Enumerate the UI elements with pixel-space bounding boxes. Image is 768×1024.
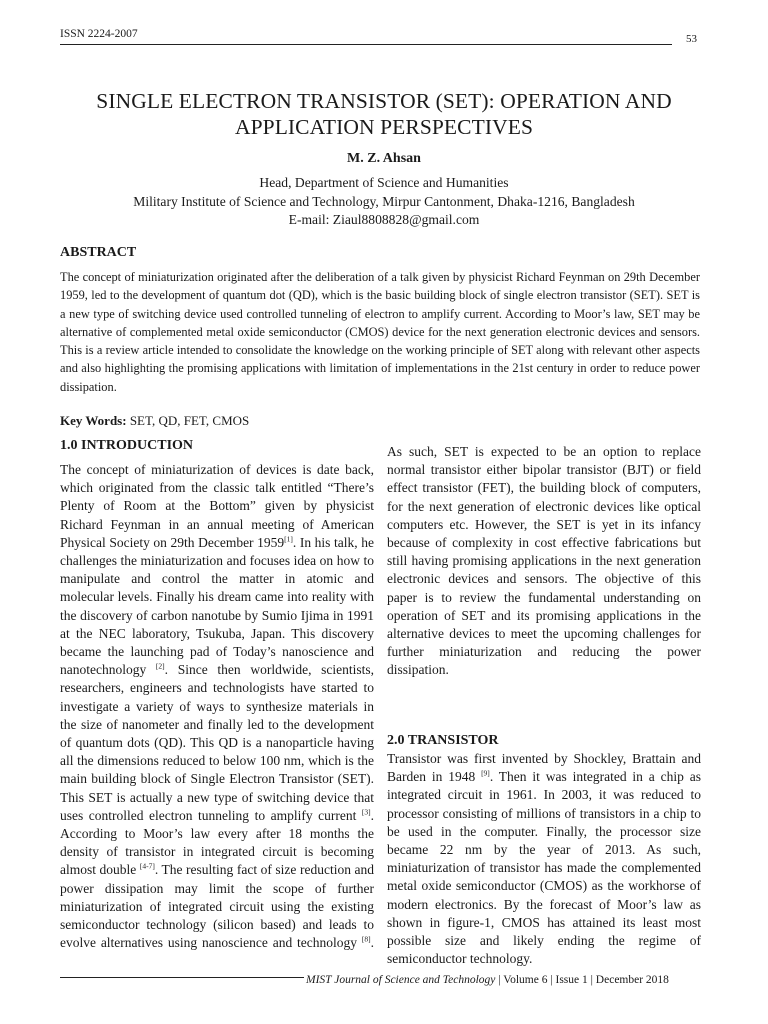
header-rule (60, 44, 672, 45)
keywords-value: SET, QD, FET, CMOS (129, 413, 250, 428)
right-column-continuation (387, 443, 701, 680)
issn-label: ISSN 2224-2007 (60, 28, 138, 40)
author-name: M. Z. Ahsan (347, 151, 421, 166)
title-line-2: APPLICATION PERSPECTIVES (234, 115, 534, 139)
transistor-heading: 2.0 TRANSISTOR (387, 733, 499, 748)
left-column (60, 461, 374, 952)
issue-details: | Volume 6 | Issue 1 | December 2018 (495, 974, 669, 986)
citation-8: [8] (361, 934, 371, 944)
citation-1: [1] (284, 534, 293, 544)
affiliation-email: E-mail: Ziaul8808828@gmail.com (288, 212, 480, 227)
abstract-text: The concept of miniaturization originated after the deliberation of a talk given by physicist Richard Feynman on 29th December 1959, led to the development of quantum dot (QD), which is the basic building block of single electron transistor (SET). SET is a new type of switching device used controlled tunneling of electron to amplify current. According to Moor’s law, SET may be alternative of complemented metal oxide semiconductor (CMOS) device for the next generation electronic devices and sensors. This is a review article intended to consolidate the knowledge on the working principle of SET along with relevant other aspects and also highlighting the promising applications with limitation of implementations in the 21st century in order to reduce power dissipation. (60, 270, 700, 394)
intro-paragraph-2: According to Moor’s law every after 18 months the density of transistor in integrated circuit is becoming almost double [4-7]. The resulting fact of size reduction and power dissipation may limit the scope of further miniaturization of integrated circuit using the existing semiconductor technology (silicon based) and leads to evolve alternatives using nanoscience and technology [8]. (60, 826, 374, 951)
intro-heading: 1.0 INTRODUCTION (60, 438, 194, 453)
footer-rule (60, 977, 304, 978)
affiliation-institute: Military Institute of Science and Technology, Mirpur Cantonment, Dhaka-1216, Bangladesh (133, 193, 635, 209)
citation-9: [9] (481, 768, 490, 778)
intro-paragraph-2-continued: As such, SET is expected to be an option to replace normal transistor either bipolar transistor (BJT) or field effect transistor (FET), the building block of computers, for the next generation of electronic devices like optical computers etc. However, the SET is yet in its infancy because of complexity in cost effective fabrications but still having promising applications in the next generation electronic devices and sensors. The objective of this paper is to review the fundamental understanding on operation of SET and its promising applications in the alternative devices to meet the upcoming challenges for further miniaturization and reducing the power dissipation. (387, 444, 701, 678)
citation-2: [2] (155, 661, 165, 671)
title-line-1: SINGLE ELECTRON TRANSISTOR (SET): OPERATION AND (96, 89, 672, 113)
transistor-paragraph: Transistor was first invented by Shockley, Brattain and Barden in 1948 [9]. Then it was integrated in a chip as integrated circuit in 1961. In 2003, it was reduced to processor consisting of millions of transistors in a chip to be used in the computer. Finally, the processor size became 22 nm by the year of 2013. As such, miniaturization of transistor has made the complemented metal oxide semiconductor (CMOS) as the workhorse of modern electronics. By the forecast of Moor’s law as shown in figure-1, CMOS has attained its least most possible size and likely ending the regime of semiconductor technology. (387, 751, 701, 967)
footer-citation (306, 974, 669, 986)
affiliation-department: Head, Department of Science and Humanities (259, 175, 509, 190)
citation-3: [3] (361, 807, 371, 817)
page-number: 53 (686, 33, 697, 45)
paper-title (40, 88, 728, 140)
affiliation (0, 174, 768, 230)
keywords-label: Key Words: (60, 413, 127, 428)
journal-name: MIST Journal of Science and Technology (306, 974, 496, 986)
citation-4-7: [4-7] (139, 861, 155, 871)
intro-paragraph-1: The concept of miniaturization of devices is date back, which originated from the classic talk entitled “There’s Plenty of Room at the Bottom” given by physicist Richard Feynman in an annual meeting of American Physical Society on 29th December 1959[1]. In his talk, he challenges the miniaturization and focuses idea on how to manipulate and control the matter in atomic and molecular levels. Finally his dream came into reality with the discovery of carbon nanotube by Sumio Ijima in 1991 at the NEC laboratory, Tsukuba, Japan. This discovery became the launching pad of Today’s nanoscience and nanotechnology [2]. Since then worldwide, scientists, researchers, engineers and technologists have started to investigate a variety of ways to synthesize materials in the size of nanometer and finally led to the development of quantum dots (QD). This QD is a nanoparticle having all the dimensions reduced to below 100 nm, which is the main building block of Single Electron Transistor (SET). This SET is actually a new type of switching device that uses controlled electron tunneling to amplify current [3]. (60, 462, 374, 823)
abstract-heading: ABSTRACT (60, 245, 137, 260)
keywords (60, 413, 249, 429)
